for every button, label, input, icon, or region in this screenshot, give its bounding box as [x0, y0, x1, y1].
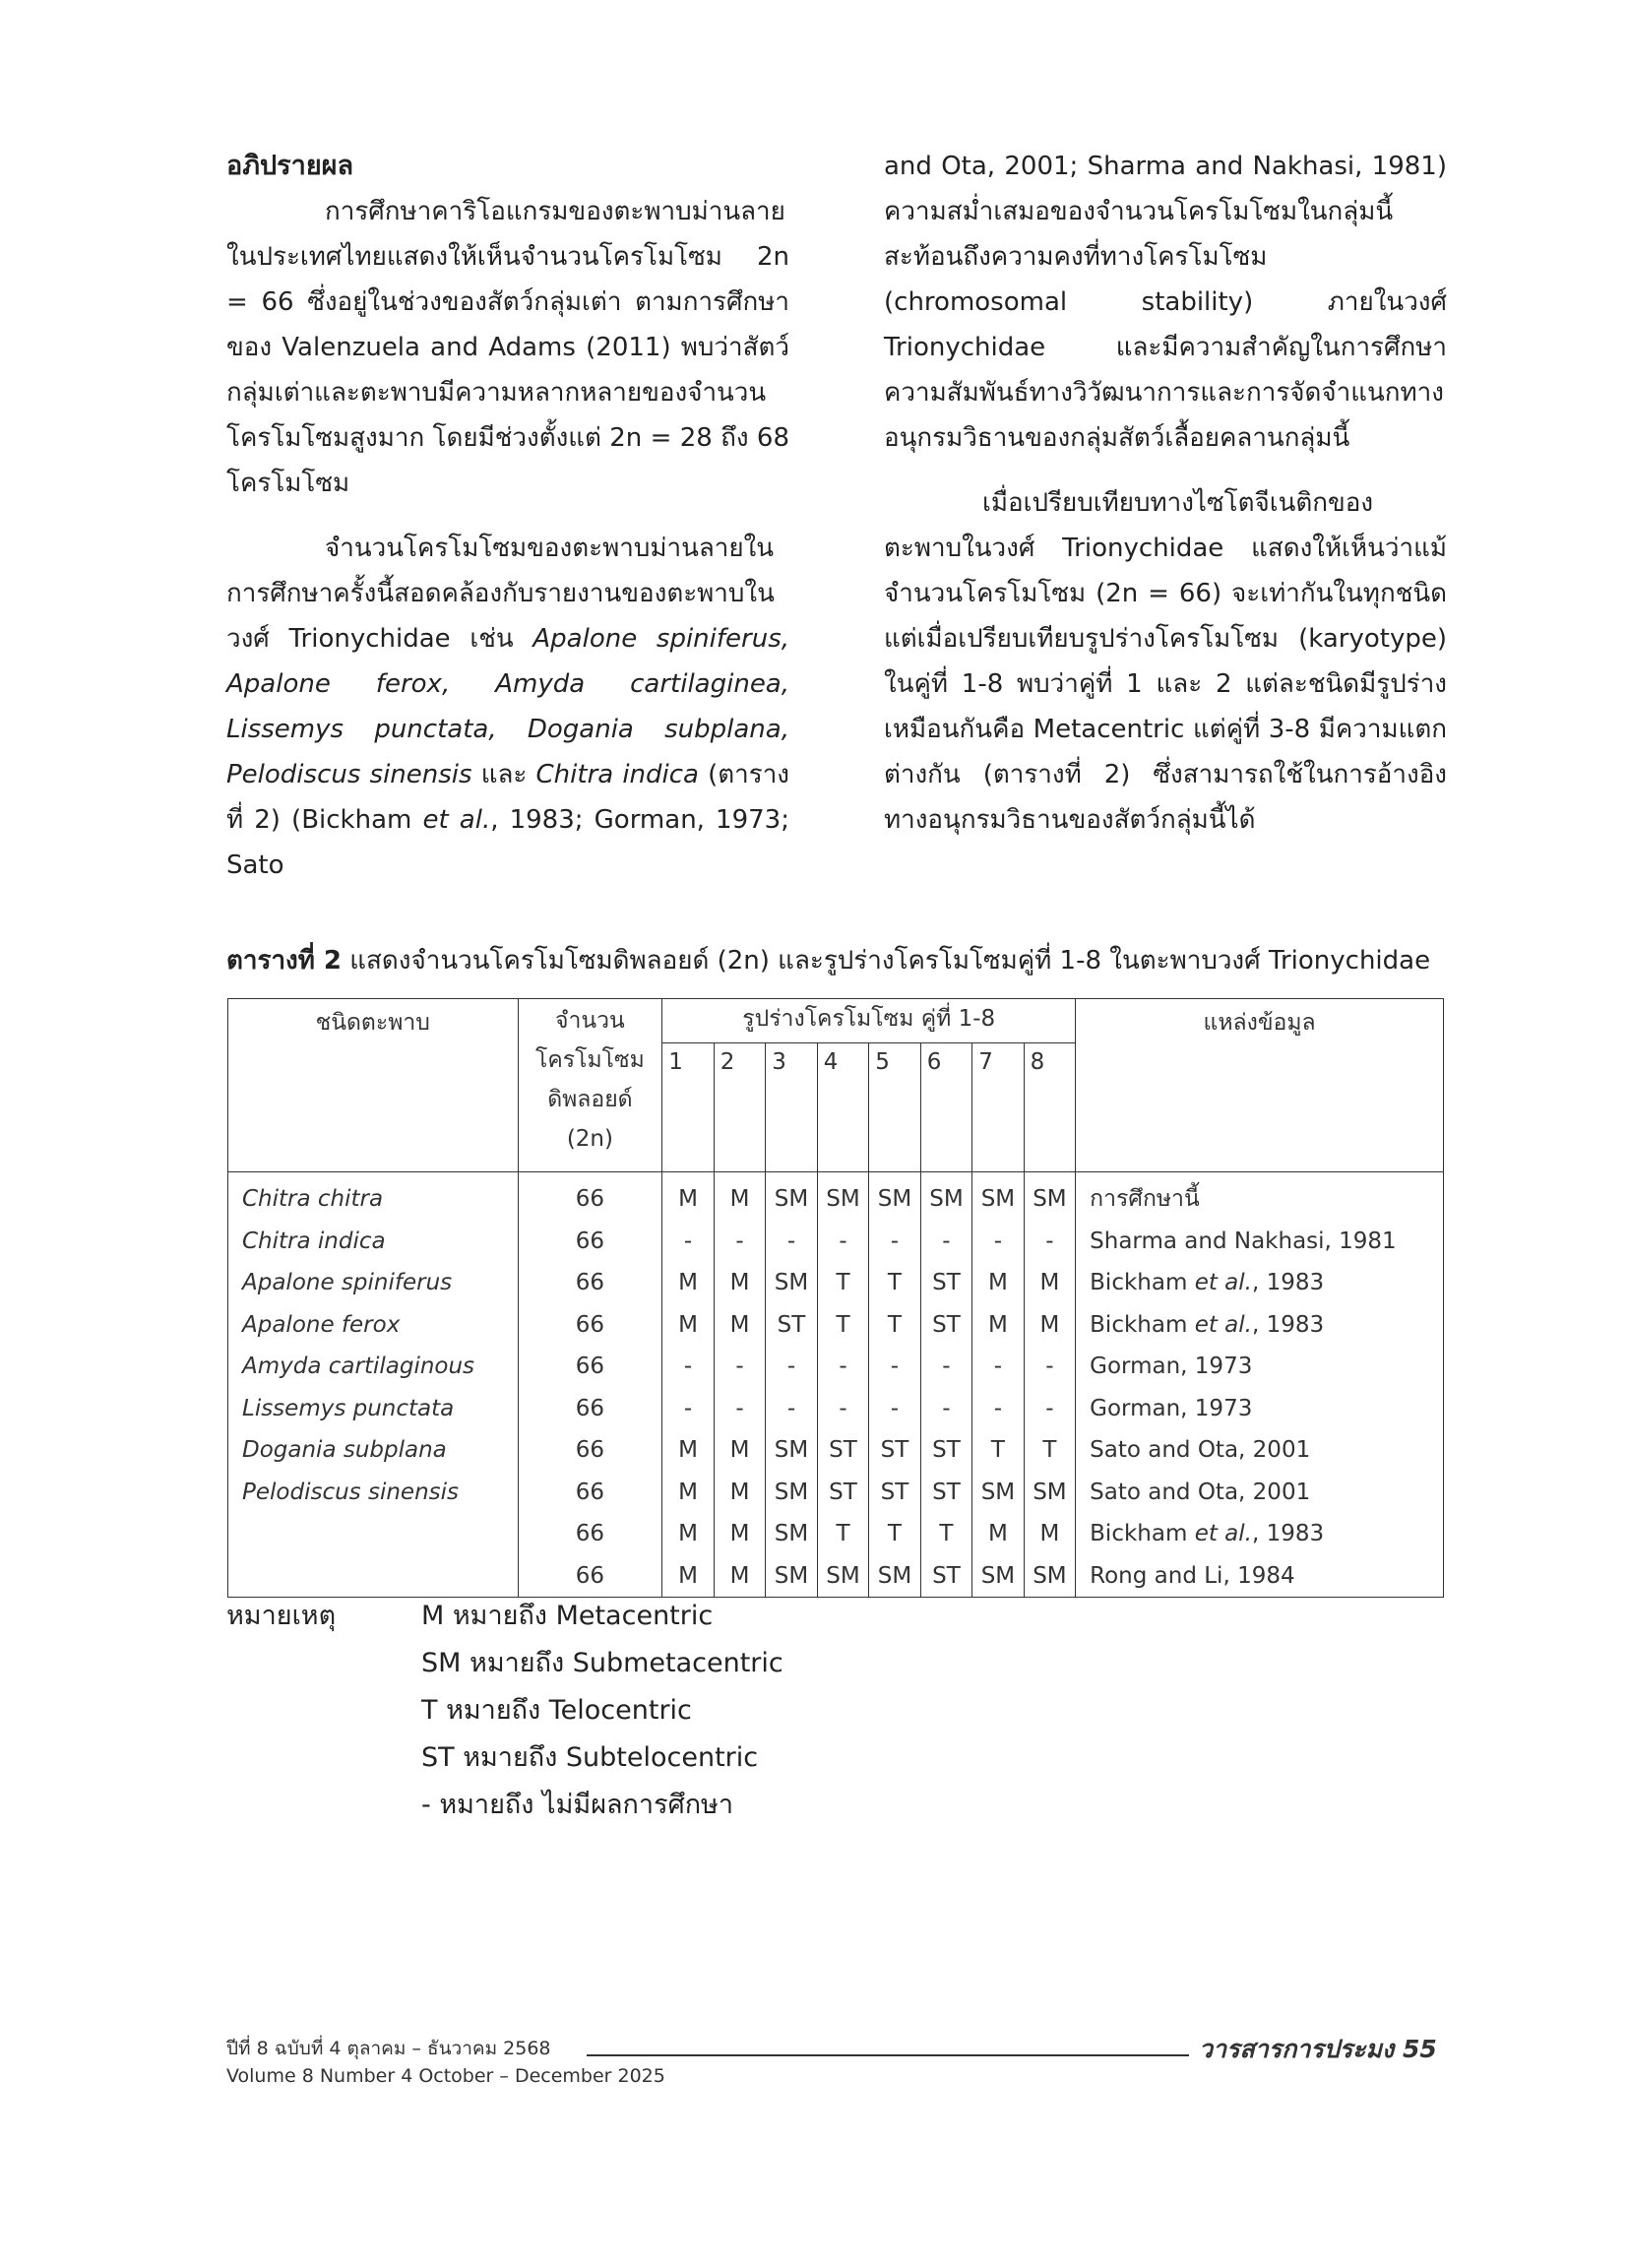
- cell-chromosome-shape: T: [817, 1262, 868, 1304]
- citation-text: (ตารางที่ 2) (Bickham: [226, 760, 790, 835]
- header-pair-number: 7: [972, 1043, 1024, 1172]
- table-row: [228, 1472, 1444, 1514]
- header-pair-number: 5: [869, 1043, 920, 1172]
- cell-chromosome-shape: -: [714, 1221, 765, 1263]
- para2-text: จำนวนโครโมโซมของตะพาบม่านลายในการศึกษาครั้งนี้สอดคล้องกับรายงานของตะพาบในวงศ์ Trionychidae เช่น: [226, 534, 775, 654]
- cell-source: [1076, 1262, 1444, 1304]
- table-caption-label: ตารางที่ 2: [226, 946, 343, 976]
- left-column: [226, 144, 789, 888]
- cell-chromosome-shape: -: [920, 1221, 971, 1263]
- cell-chromosome-shape: T: [869, 1304, 920, 1347]
- footer-issue-english: Volume 8 Number 4 October – December 2025: [226, 2065, 665, 2087]
- cell-chromosome-shape: M: [662, 1472, 714, 1514]
- species-name: Dogania subplana,: [527, 715, 789, 744]
- table-caption-text: แสดงจำนวนโครโมโซมดิพลอยด์ (2n) และรูปร่างโครโมโซมคู่ที่ 1-8 ในตะพาบวงศ์ Trionychidae: [342, 946, 1431, 976]
- cell-chromosome-shape: M: [662, 1429, 714, 1472]
- cell-chromosome-shape: M: [662, 1555, 714, 1598]
- header-chromosome-count: [518, 999, 662, 1172]
- cell-chromosome-shape: -: [714, 1346, 765, 1388]
- cell-species: Dogania subplana: [228, 1429, 519, 1472]
- cell-chromosome-count: 66: [518, 1472, 662, 1514]
- header-pair-number: 8: [1024, 1043, 1075, 1172]
- cell-species: Lissemys punctata: [228, 1388, 519, 1430]
- notes-label: หมายเหตุ: [226, 1601, 337, 1631]
- header-pair-number: 4: [817, 1043, 868, 1172]
- cell-chromosome-shape: -: [1024, 1346, 1075, 1388]
- cell-chromosome-shape: -: [869, 1221, 920, 1263]
- cell-chromosome-shape: ST: [920, 1304, 971, 1347]
- source-text: Gorman, 1973: [1090, 1354, 1253, 1380]
- cell-chromosome-shape: T: [869, 1262, 920, 1304]
- species-name: Chitra indica: [535, 760, 699, 789]
- cell-chromosome-shape: -: [766, 1346, 817, 1388]
- species-name: Lissemys punctata,: [226, 715, 497, 744]
- cell-chromosome-count: 66: [518, 1304, 662, 1347]
- cell-chromosome-shape: ST: [817, 1429, 868, 1472]
- cell-chromosome-shape: T: [817, 1513, 868, 1555]
- footer-journal-page: วารสารการประมง 55: [1199, 2035, 1437, 2063]
- cell-chromosome-shape: M: [662, 1513, 714, 1555]
- cell-chromosome-shape: ST: [920, 1555, 971, 1598]
- cell-chromosome-shape: SM: [766, 1513, 817, 1555]
- source-year: , 1983: [1251, 1311, 1325, 1338]
- cell-species: [228, 1555, 519, 1598]
- cell-source: [1076, 1346, 1444, 1388]
- source-text: Rong and Li, 1984: [1090, 1562, 1295, 1589]
- right-paragraph-2: เมื่อเปรียบเทียบทางไซโตจีเนติกของตะพาบในวงศ์ Trionychidae แสดงให้เห็นว่าแม้จำนวนโครโมโซม (2n = 66) จะเท่ากันในทุกชนิด แต่เมื่อเปรียบเทียบรูปร่างโครโมโซม (karyotype) ในคู่ที่ 1-8 พบว่าคู่ที่ 1 และ 2 แต่ละชนิดมีรูปร่างเหมือนกันคือ Metacentric แต่คู่ที่ 3-8 มีความแตกต่างกัน (ตารางที่ 2) ซึ่งสามารถใช้ในการอ้างอิงทางอนุกรมวิธานของสัตว์กลุ่มนี้ได้: [884, 488, 1447, 835]
- section-heading: อภิปรายผล: [226, 151, 354, 181]
- cell-chromosome-shape: SM: [869, 1172, 920, 1221]
- cell-chromosome-shape: M: [714, 1513, 765, 1555]
- table-row: [228, 1388, 1444, 1430]
- conjunction: และ: [471, 760, 536, 789]
- right-column: [884, 144, 1447, 843]
- cell-chromosome-shape: ST: [766, 1304, 817, 1347]
- cell-chromosome-shape: SM: [869, 1555, 920, 1598]
- cell-chromosome-shape: SM: [1024, 1472, 1075, 1514]
- cell-chromosome-shape: SM: [972, 1555, 1024, 1598]
- cell-chromosome-shape: M: [1024, 1262, 1075, 1304]
- cell-chromosome-shape: -: [1024, 1221, 1075, 1263]
- cell-chromosome-shape: M: [714, 1172, 765, 1221]
- note-line: SM หมายถึง Submetacentric: [421, 1648, 783, 1678]
- cell-chromosome-count: 66: [518, 1172, 662, 1221]
- right-paragraph-1: and Ota, 2001; Sharma and Nakhasi, 1981) ความสม่ำเสมอของจำนวนโครโมโซมในกลุ่มนี้สะท้อนถึงความคงที่ทางโครโมโซม (chromosomal stability) ภายในวงศ์ Trionychidae และมีความสำคัญในการศึกษาความสัมพันธ์ทางวิวัฒนาการและการจัดจำแนกทางอนุกรมวิธานของกลุ่มสัตว์เลื้อยคลานกลุ่มนี้: [884, 152, 1447, 453]
- cell-chromosome-shape: SM: [817, 1172, 868, 1221]
- cell-chromosome-shape: -: [766, 1388, 817, 1430]
- cell-chromosome-shape: M: [714, 1555, 765, 1598]
- cell-chromosome-shape: SM: [1024, 1555, 1075, 1598]
- cell-source: [1076, 1472, 1444, 1514]
- left-paragraph-2: [226, 526, 789, 888]
- table-row: [228, 1262, 1444, 1304]
- cell-chromosome-shape: SM: [1024, 1172, 1075, 1221]
- cell-chromosome-shape: ST: [920, 1262, 971, 1304]
- cell-chromosome-shape: SM: [766, 1429, 817, 1472]
- cell-chromosome-shape: SM: [920, 1172, 971, 1221]
- table-row: [228, 1221, 1444, 1263]
- source-text: Bickham: [1090, 1270, 1195, 1296]
- cell-chromosome-shape: ST: [817, 1472, 868, 1514]
- cell-chromosome-shape: M: [1024, 1513, 1075, 1555]
- cell-chromosome-shape: SM: [766, 1262, 817, 1304]
- header-count-line: ดิพลอยด์: [547, 1087, 633, 1112]
- cell-chromosome-shape: -: [766, 1221, 817, 1263]
- cell-chromosome-shape: M: [714, 1472, 765, 1514]
- cell-source: [1076, 1172, 1444, 1221]
- cell-chromosome-shape: -: [817, 1346, 868, 1388]
- source-text: Bickham: [1090, 1521, 1195, 1547]
- table-row: [228, 1429, 1444, 1472]
- cell-chromosome-shape: T: [869, 1513, 920, 1555]
- source-text: Sato and Ota, 2001: [1090, 1437, 1311, 1464]
- cell-chromosome-shape: M: [1024, 1304, 1075, 1347]
- cell-chromosome-shape: -: [817, 1388, 868, 1430]
- header-count-line: จำนวน: [555, 1008, 625, 1034]
- cell-source: [1076, 1555, 1444, 1598]
- cell-chromosome-shape: SM: [972, 1472, 1024, 1514]
- species-name: Apalone ferox,: [226, 669, 451, 699]
- cell-chromosome-count: 66: [518, 1429, 662, 1472]
- cell-species: Apalone ferox: [228, 1304, 519, 1347]
- source-text: Sato and Ota, 2001: [1090, 1479, 1311, 1505]
- table-row: [228, 1555, 1444, 1598]
- cell-chromosome-shape: -: [972, 1388, 1024, 1430]
- cell-species: Pelodiscus sinensis: [228, 1472, 519, 1514]
- cell-chromosome-shape: T: [920, 1513, 971, 1555]
- cell-species: Chitra indica: [228, 1221, 519, 1263]
- cell-chromosome-shape: ST: [869, 1429, 920, 1472]
- cell-chromosome-shape: M: [714, 1429, 765, 1472]
- cell-chromosome-shape: -: [972, 1346, 1024, 1388]
- cell-chromosome-shape: M: [972, 1513, 1024, 1555]
- chromosome-table: [227, 998, 1444, 1598]
- cell-chromosome-shape: SM: [766, 1172, 817, 1221]
- footer-issue-thai: ปีที่ 8 ฉบับที่ 4 ตุลาคม – ธันวาคม 2568: [226, 2038, 551, 2059]
- table-row: [228, 1346, 1444, 1388]
- table-row: [228, 1513, 1444, 1555]
- cell-chromosome-shape: M: [662, 1304, 714, 1347]
- cell-chromosome-shape: ST: [920, 1429, 971, 1472]
- source-et-al: et al.: [1194, 1311, 1252, 1338]
- note-line: T หมายถึง Telocentric: [421, 1695, 692, 1726]
- cell-chromosome-shape: T: [972, 1429, 1024, 1472]
- cell-chromosome-count: 66: [518, 1262, 662, 1304]
- cell-chromosome-shape: -: [1024, 1388, 1075, 1430]
- table-body: [228, 1172, 1444, 1598]
- footer-divider: [587, 2054, 1189, 2056]
- cell-chromosome-shape: -: [972, 1221, 1024, 1263]
- cell-chromosome-shape: M: [972, 1262, 1024, 1304]
- header-count-line: (2n): [566, 1126, 613, 1152]
- cell-chromosome-shape: T: [1024, 1429, 1075, 1472]
- cell-chromosome-shape: M: [714, 1262, 765, 1304]
- cell-chromosome-shape: -: [920, 1388, 971, 1430]
- cell-chromosome-shape: -: [714, 1388, 765, 1430]
- cell-chromosome-shape: M: [662, 1262, 714, 1304]
- cell-chromosome-count: 66: [518, 1555, 662, 1598]
- cell-source: [1076, 1221, 1444, 1263]
- source-year: , 1983: [1251, 1270, 1325, 1296]
- cell-chromosome-shape: -: [662, 1346, 714, 1388]
- species-name: Apalone spiniferus,: [532, 624, 790, 654]
- cell-chromosome-shape: M: [662, 1172, 714, 1221]
- cell-chromosome-count: 66: [518, 1388, 662, 1430]
- source-et-al: et al.: [1194, 1270, 1252, 1296]
- source-text: Gorman, 1973: [1090, 1395, 1253, 1421]
- cell-chromosome-shape: T: [817, 1304, 868, 1347]
- cell-chromosome-shape: -: [869, 1388, 920, 1430]
- table-row: [228, 1304, 1444, 1347]
- species-name: Amyda cartilaginea,: [495, 669, 790, 699]
- header-chromosome-shape: รูปร่างโครโมโซม คู่ที่ 1-8: [662, 999, 1076, 1043]
- left-paragraph-1: การศึกษาคาริโอแกรมของตะพาบม่านลายในประเทศไทยแสดงให้เห็นจำนวนโครโมโซม 2n = 66 ซึ่งอยู่ในช่วงของสัตว์กลุ่มเต่า ตามการศึกษาของ Valenzuela and Adams (2011) พบว่าสัตว์กลุ่มเต่าและตะพาบมีความหลากหลายของจำนวนโครโมโซมสูงมาก โดยมีช่วงตั้งแต่ 2n = 28 ถึง 68 โครโมโซม: [226, 197, 789, 498]
- et-al: et al.: [422, 805, 491, 835]
- note-line: M หมายถึง Metacentric: [421, 1601, 714, 1631]
- header-species: ชนิดตะพาบ: [228, 999, 519, 1172]
- cell-chromosome-shape: SM: [766, 1555, 817, 1598]
- source-text: Bickham: [1090, 1311, 1195, 1338]
- cell-chromosome-shape: SM: [972, 1172, 1024, 1221]
- citation-text: , 1983; Gorman, 1973; Sato: [226, 805, 789, 880]
- cell-species: Chitra chitra: [228, 1172, 519, 1221]
- source-year: , 1983: [1251, 1521, 1325, 1547]
- cell-chromosome-shape: M: [714, 1304, 765, 1347]
- header-pair-number: 2: [714, 1043, 765, 1172]
- header-count-line: โครโมโซม: [535, 1047, 645, 1073]
- note-line: - หมายถึง ไม่มีผลการศึกษา: [421, 1790, 734, 1820]
- source-text: Sharma and Nakhasi, 1981: [1090, 1228, 1397, 1254]
- header-source: แหล่งข้อมูล: [1076, 999, 1444, 1172]
- cell-chromosome-shape: -: [662, 1388, 714, 1430]
- cell-source: [1076, 1429, 1444, 1472]
- source-text: การศึกษานี้: [1090, 1186, 1200, 1213]
- notes-list: [421, 1593, 913, 1829]
- cell-chromosome-count: 66: [518, 1346, 662, 1388]
- cell-species: [228, 1513, 519, 1555]
- header-pair-number: 3: [766, 1043, 817, 1172]
- source-et-al: et al.: [1194, 1521, 1252, 1547]
- cell-source: [1076, 1388, 1444, 1430]
- cell-chromosome-shape: -: [662, 1221, 714, 1263]
- header-pair-number: 1: [662, 1043, 714, 1172]
- cell-chromosome-shape: ST: [869, 1472, 920, 1514]
- cell-species: Amyda cartilaginous: [228, 1346, 519, 1388]
- cell-source: [1076, 1513, 1444, 1555]
- cell-source: [1076, 1304, 1444, 1347]
- cell-chromosome-shape: -: [817, 1221, 868, 1263]
- species-name: Pelodiscus sinensis: [226, 760, 472, 789]
- cell-chromosome-shape: M: [972, 1304, 1024, 1347]
- cell-chromosome-shape: SM: [817, 1555, 868, 1598]
- table-caption: [226, 941, 1447, 980]
- cell-chromosome-shape: -: [869, 1346, 920, 1388]
- header-pair-number: 6: [920, 1043, 971, 1172]
- cell-chromosome-count: 66: [518, 1513, 662, 1555]
- cell-species: Apalone spiniferus: [228, 1262, 519, 1304]
- note-line: ST หมายถึง Subtelocentric: [421, 1742, 759, 1773]
- cell-chromosome-shape: SM: [766, 1472, 817, 1514]
- cell-chromosome-shape: -: [920, 1346, 971, 1388]
- cell-chromosome-count: 66: [518, 1221, 662, 1263]
- cell-chromosome-shape: ST: [920, 1472, 971, 1514]
- table-row: [228, 1172, 1444, 1221]
